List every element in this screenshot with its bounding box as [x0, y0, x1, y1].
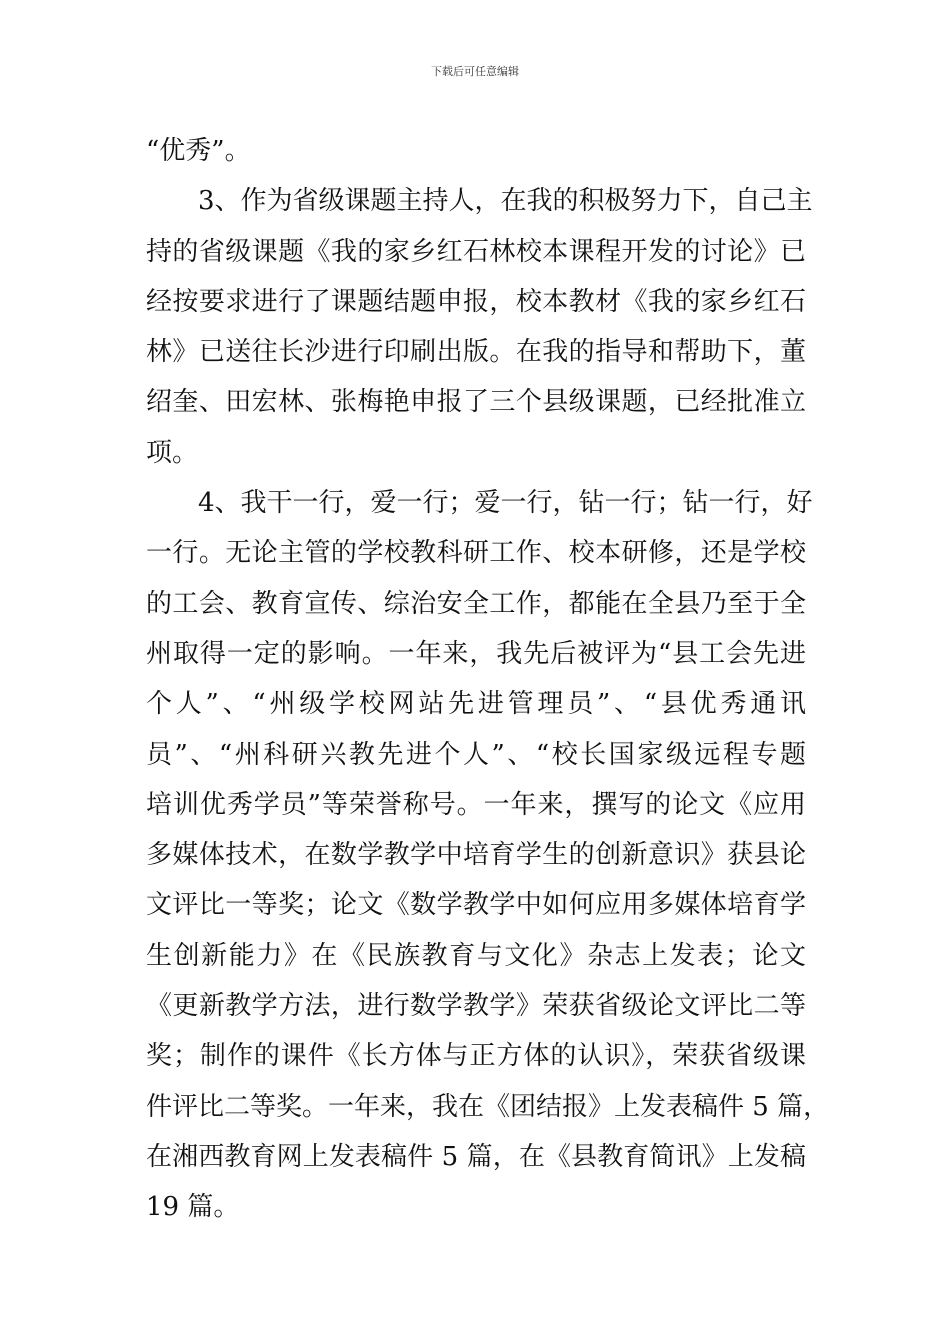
page-header: 下载后可任意编辑 [431, 65, 519, 78]
text-line: 项。 [146, 437, 199, 468]
body-text [146, 126, 830, 1233]
text-line: 《更新教学方法，进行数学教学》荣获省级论文评比二等 [146, 991, 806, 1022]
text-line: 19 篇。 [146, 1192, 240, 1223]
text-line: 奖；制作的课件《长方体与正方体的认识》，荣获省级课 [146, 1041, 806, 1072]
text-line: 林》已送往长沙进行印刷出版。在我的指导和帮助下，董 [146, 337, 806, 368]
text-line: 绍奎、田宏林、张梅艳申报了三个县级课题，已经批准立 [146, 387, 806, 418]
text-line: 4、我干一行，爱一行；爱一行，钻一行；钻一行，好 [198, 488, 813, 519]
text-line: 员”、“州科研兴教先进个人”、“校长国家级远程专题 [146, 739, 806, 770]
text-line: 经按要求进行了课题结题申报，校本教材《我的家乡红石 [146, 286, 806, 317]
text-line: 个人”、“州级学校网站先进管理员”、“县优秀通讯 [146, 689, 806, 720]
text-line: 文评比一等奖；论文《数学教学中如何应用多媒体培育学 [146, 890, 806, 921]
text-line: 的工会、教育宣传、综治安全工作，都能在全县乃至于全 [146, 588, 806, 619]
text-line: 在湘西教育网上发表稿件 5 篇，在《县教育简讯》上发稿 [146, 1141, 806, 1172]
text-line: “优秀”。 [146, 136, 251, 166]
text-line: 持的省级课题《我的家乡红石林校本课程开发的讨论》已 [146, 236, 806, 267]
text-line: 多媒体技术，在数学教学中培育学生的创新意识》获县论 [146, 840, 806, 871]
text-line: 生创新能力》在《民族教育与文化》杂志上发表；论文 [146, 940, 806, 971]
text-line: 培训优秀学员”等荣誉称号。一年来，撰写的论文《应用 [146, 789, 806, 820]
text-line: 件评比二等奖。一年来，我在《团结报》上发表稿件 5 篇， [146, 1091, 830, 1122]
text-line: 一行。无论主管的学校教科研工作、校本研修，还是学校 [146, 538, 806, 569]
text-line: 3、作为省级课题主持人，在我的积极努力下，自己主 [198, 186, 813, 217]
text-line: 州取得一定的影响。一年来，我先后被评为“县工会先进 [146, 638, 806, 669]
